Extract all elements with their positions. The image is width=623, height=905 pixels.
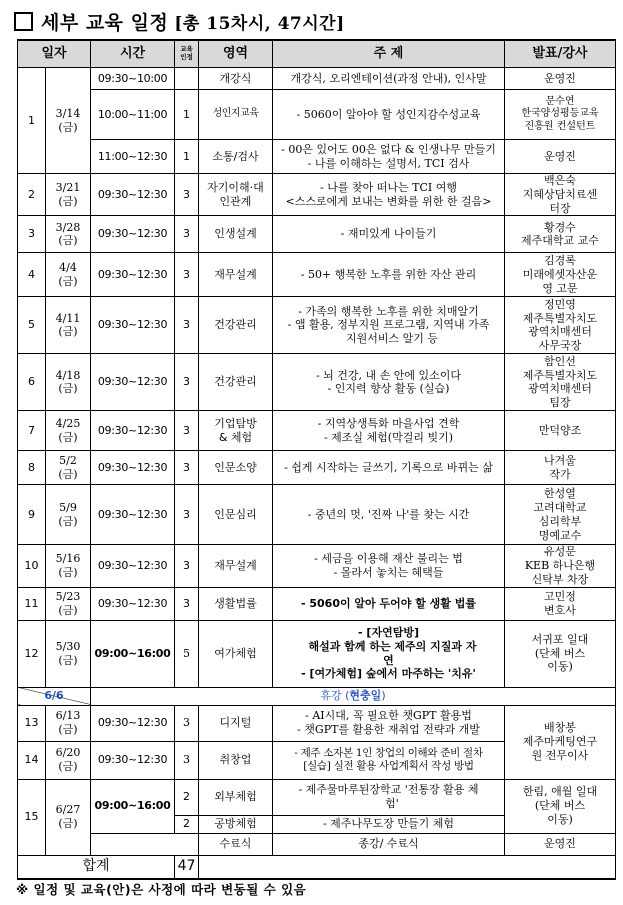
session-time: 09:30~12:30 <box>91 741 175 779</box>
session-no: 13 <box>18 705 46 741</box>
total-label: 합계 <box>18 855 175 879</box>
session-speaker <box>505 174 616 216</box>
session-hours: 3 <box>175 451 199 485</box>
session-speaker-text: 문수연 한국양성평등교육 진흥원 컨설턴트 <box>521 95 599 132</box>
session-topic: - 중년의 멋, '진짜 나'를 찾는 시간 <box>273 485 505 545</box>
table-row <box>18 297 616 354</box>
session-field: 건강관리 <box>199 297 273 354</box>
session-time: 09:30~12:30 <box>91 253 175 297</box>
header-hours <box>175 40 199 68</box>
session-speaker <box>505 253 616 297</box>
session-topic-text: - 00은 있어도 00은 없다 & 인생나무 만들기 - 나를 이해하는 설명서, TCI 검사 <box>281 142 496 170</box>
holiday-label: 휴강 ( <box>320 689 350 703</box>
session-hours: 3 <box>175 354 199 411</box>
page-title: 세부 교육 일정 <box>41 11 169 34</box>
session-topic: - 재미있게 나이들기 <box>273 216 505 253</box>
session-date <box>46 174 91 216</box>
session-field: 소통/검사 <box>199 140 273 174</box>
session-date <box>46 411 91 451</box>
session-topic <box>273 174 505 216</box>
session-time: 09:00~16:00 <box>91 620 175 687</box>
session-hours: 3 <box>175 545 199 587</box>
session-topic <box>273 297 505 354</box>
session-speaker: 운영진 <box>505 833 616 855</box>
session-date <box>46 216 91 253</box>
session-time: 09:30~10:00 <box>91 68 175 90</box>
session-field <box>199 411 273 451</box>
session-date-text: 5/9 (금) <box>58 501 78 528</box>
session-hours: 3 <box>175 216 199 253</box>
session-speaker-text: 배창봉 제주마케팅연구 원 전무이사 <box>522 721 598 762</box>
session-date <box>46 354 91 411</box>
header-time: 시간 <box>91 40 175 68</box>
session-date-text: 6/13 (금) <box>55 709 81 736</box>
session-field: 디지털 <box>199 705 273 741</box>
session-field: 외부체험 <box>199 779 273 815</box>
session-topic: - 쉽게 시작하는 글쓰기, 기록으로 바뀌는 삶 <box>273 451 505 485</box>
session-speaker-text: 백은숙 지혜상담치료센 터장 <box>522 174 598 215</box>
table-row <box>18 90 616 140</box>
holiday-label-end: ) <box>381 689 386 703</box>
session-speaker <box>505 620 616 687</box>
session-no: 2 <box>18 174 46 216</box>
table-row <box>18 705 616 741</box>
table-row <box>18 833 616 855</box>
table-row <box>18 68 616 90</box>
session-field <box>199 174 273 216</box>
session-topic <box>273 741 505 779</box>
session-date-text: 4/25 (금) <box>55 417 81 444</box>
session-hours: 3 <box>175 174 199 216</box>
topic-line: - [자연탐방] <box>358 626 419 639</box>
session-date-text: 6/27 (금) <box>55 803 81 830</box>
session-field-text: 자기이해·대 인관계 <box>207 180 264 208</box>
session-field: 공방체험 <box>199 815 273 833</box>
session-date <box>46 545 91 587</box>
session-no: 8 <box>18 451 46 485</box>
session-date <box>46 620 91 687</box>
session-time: 09:30~12:30 <box>91 174 175 216</box>
session-hours: 3 <box>175 741 199 779</box>
session-topic-text: - 세금을 이용해 재산 불리는 법 - 몰라서 놓치는 혜택들 <box>314 552 463 579</box>
session-date-text: 3/21 (금) <box>55 180 81 208</box>
table-row <box>18 485 616 545</box>
session-date-text: 5/16 (금) <box>55 552 81 579</box>
session-no: 1 <box>18 68 46 174</box>
table-row <box>18 216 616 253</box>
session-topic-text: - 제주 소자본 1인 창업의 이해와 준비 절차 [실습] 실전 활용 사업계획서 작성 방법 <box>294 746 483 772</box>
table-row <box>18 354 616 411</box>
session-topic: - 제주나무도장 만들기 체험 <box>273 815 505 833</box>
session-speaker-text: 김경록 미래에셋자산운 영 고문 <box>522 254 598 295</box>
session-speaker-text: 황경수 제주대학교 교수 <box>521 220 599 248</box>
session-hours: 5 <box>175 620 199 687</box>
table-row <box>18 620 616 687</box>
table-row <box>18 779 616 815</box>
session-field: 재무설계 <box>199 253 273 297</box>
session-date-text: 4/4 (금) <box>58 261 78 288</box>
session-date <box>46 68 91 174</box>
session-speaker-text: 정민영 제주특별자치도 광역치매센터 사무국장 <box>522 297 598 352</box>
header-speaker: 발표/강사 <box>505 40 616 68</box>
session-speaker <box>505 297 616 354</box>
session-field: 재무설계 <box>199 545 273 587</box>
session-topic: - 50+ 행복한 노후를 위한 자산 관리 <box>273 253 505 297</box>
session-hours: 3 <box>175 705 199 741</box>
session-topic: - 5060이 알아야 할 성인지감수성교육 <box>273 90 505 140</box>
page-title-block <box>14 6 345 36</box>
session-speaker-text: 나겨울 작가 <box>544 454 576 481</box>
session-no: 7 <box>18 411 46 451</box>
session-date <box>46 779 91 855</box>
session-no: 3 <box>18 216 46 253</box>
session-no: 9 <box>18 485 46 545</box>
session-speaker: 운영진 <box>505 68 616 90</box>
session-date-text: 3/14 (금) <box>55 106 81 134</box>
total-value: 47 <box>175 855 199 879</box>
session-speaker-text: 한성열 고려대학교 심리학부 명예교수 <box>533 487 587 542</box>
session-date-text: 3/28 (금) <box>55 220 81 248</box>
session-date-text: 5/30 (금) <box>55 639 81 667</box>
session-field: 생활법률 <box>199 587 273 620</box>
session-no: 5 <box>18 297 46 354</box>
session-date <box>46 253 91 297</box>
session-hours: 3 <box>175 253 199 297</box>
session-speaker <box>505 705 616 779</box>
session-date <box>46 297 91 354</box>
session-hours: 3 <box>175 485 199 545</box>
session-date-text: 4/18 (금) <box>55 368 81 396</box>
session-date-text: 5/2 (금) <box>58 454 78 481</box>
header-date: 일자 <box>18 40 91 68</box>
session-time: 09:30~12:30 <box>91 545 175 587</box>
checkbox-square-icon <box>14 12 33 31</box>
session-date <box>46 587 91 620</box>
session-date <box>46 485 91 545</box>
holiday-date: 6/6 <box>18 687 91 705</box>
session-topic: 종강/ 수료식 <box>273 833 505 855</box>
session-hours: 3 <box>175 587 199 620</box>
session-speaker <box>505 90 616 140</box>
session-topic-text: - 가족의 행복한 노후를 위한 치매알기 - 앱 활용, 정부지원 프로그램, 지역내 가족 지원서비스 알기 등 <box>287 304 490 346</box>
session-topic <box>273 140 505 174</box>
session-speaker <box>505 587 616 620</box>
schedule-table <box>17 39 616 880</box>
header-hours-text: 교육 인정 <box>180 45 193 61</box>
header-field: 영역 <box>199 40 273 68</box>
session-field: 인문심리 <box>199 485 273 545</box>
session-hours: 1 <box>175 140 199 174</box>
session-topic: - 5060이 알아 두어야 할 생활 법률 <box>273 587 505 620</box>
page-subtitle: [총 15차시, 47시간] <box>174 13 345 34</box>
session-date-text: 6/20 (금) <box>55 746 81 773</box>
session-time: 09:30~12:30 <box>91 216 175 253</box>
topic-line: 연 <box>383 653 394 667</box>
session-time: 09:30~12:30 <box>91 451 175 485</box>
session-time: 09:00~16:00 <box>91 779 175 833</box>
session-no: 14 <box>18 741 46 779</box>
holiday-row <box>18 687 616 705</box>
session-topic-text: - 나를 찾아 떠나는 TCI 여행 <스스로에게 보내는 변화를 위한 한 걸음> <box>285 180 492 208</box>
session-time: 09:30~12:30 <box>91 354 175 411</box>
session-topic-text: - 뇌 건강, 내 손 안에 있소이다 - 인지력 향상 활동 (실습) <box>315 368 462 396</box>
session-field: 인생설계 <box>199 216 273 253</box>
session-time: 09:30~12:30 <box>91 587 175 620</box>
session-topic <box>273 411 505 451</box>
session-date-text: 5/23 (금) <box>55 589 81 617</box>
session-speaker <box>505 216 616 253</box>
session-field: 인문소양 <box>199 451 273 485</box>
session-time: 09:30~12:30 <box>91 297 175 354</box>
session-field: 건강관리 <box>199 354 273 411</box>
session-no: 10 <box>18 545 46 587</box>
table-row <box>18 411 616 451</box>
table-row <box>18 587 616 620</box>
session-topic <box>273 779 505 815</box>
footnote: ※ 일정 및 교육(안)은 사정에 따라 변동될 수 있음 <box>16 882 307 897</box>
table-row <box>18 174 616 216</box>
header-row <box>18 40 616 68</box>
holiday-text <box>91 687 616 705</box>
session-time: 11:00~12:30 <box>91 140 175 174</box>
session-no: 4 <box>18 253 46 297</box>
session-speaker-text: 함인선 제주특별자치도 광역치매센터 팀장 <box>522 354 598 409</box>
session-time: 09:30~12:30 <box>91 485 175 545</box>
session-speaker <box>505 485 616 545</box>
session-speaker <box>505 545 616 587</box>
session-topic-text: - 지역상생특화 마을사업 견학 - 제조실 체험(막걸리 빚기) <box>317 417 460 444</box>
session-speaker <box>505 779 616 833</box>
session-topic <box>273 354 505 411</box>
total-row <box>18 855 616 879</box>
table-row <box>18 140 616 174</box>
table-row <box>18 545 616 587</box>
session-field: 취창업 <box>199 741 273 779</box>
session-hours: 2 <box>175 815 199 833</box>
session-field: 개강식 <box>199 68 273 90</box>
session-field: 성인지교육 <box>199 90 273 140</box>
session-hours: 1 <box>175 90 199 140</box>
session-date-text: 4/11 (금) <box>55 311 81 339</box>
header-topic: 주 제 <box>273 40 505 68</box>
session-time: 09:30~12:30 <box>91 411 175 451</box>
session-topic: 개강식, 오리엔테이션(과정 안내), 인사말 <box>273 68 505 90</box>
session-hours <box>175 68 199 90</box>
session-no: 6 <box>18 354 46 411</box>
session-speaker-text: 서귀포 일대 (단체 버스 이동) <box>531 632 589 674</box>
session-topic <box>273 545 505 587</box>
session-date <box>46 451 91 485</box>
session-time: 10:00~11:00 <box>91 90 175 140</box>
topic-line: - [여가체험] 숲에서 마주하는 '치유' <box>301 667 476 681</box>
session-speaker <box>505 354 616 411</box>
session-field: 수료식 <box>199 833 273 855</box>
session-time: 09:30~12:30 <box>91 705 175 741</box>
session-date <box>46 705 91 741</box>
table-row <box>18 451 616 485</box>
session-topic <box>273 620 505 687</box>
holiday-name: 현충일 <box>349 689 382 703</box>
total-empty <box>199 855 616 879</box>
session-hours: 3 <box>175 297 199 354</box>
session-no: 11 <box>18 587 46 620</box>
topic-line: 해설과 함께 하는 제주의 지질과 자 <box>308 639 477 653</box>
session-hours: 2 <box>175 779 199 815</box>
session-speaker-text: 고민정 변호사 <box>544 589 576 617</box>
session-speaker-text: 한림, 애월 일대 (단체 버스 이동) <box>522 785 598 826</box>
session-no: 12 <box>18 620 46 687</box>
session-no: 15 <box>18 779 46 855</box>
session-topic <box>273 705 505 741</box>
session-speaker: 운영진 <box>505 140 616 174</box>
session-speaker <box>505 451 616 485</box>
session-field-text: 기업탐방 & 체험 <box>214 417 257 444</box>
session-speaker: 만덕양조 <box>505 411 616 451</box>
session-date <box>46 741 91 779</box>
session-hours: 3 <box>175 411 199 451</box>
session-topic-text: - AI시대, 꼭 필요한 챗GPT 활용법 - 챗GPT를 활용한 재취업 전략과 개발 <box>297 709 480 736</box>
session-field: 여가체험 <box>199 620 273 687</box>
session-topic-text: - 제주물마루된장학교 '전통장 활용 체 험' <box>298 783 479 810</box>
session-speaker-text: 유성문 KEB 하나은행 신탁부 차장 <box>524 545 596 586</box>
table-row <box>18 253 616 297</box>
session-hours <box>91 833 199 855</box>
